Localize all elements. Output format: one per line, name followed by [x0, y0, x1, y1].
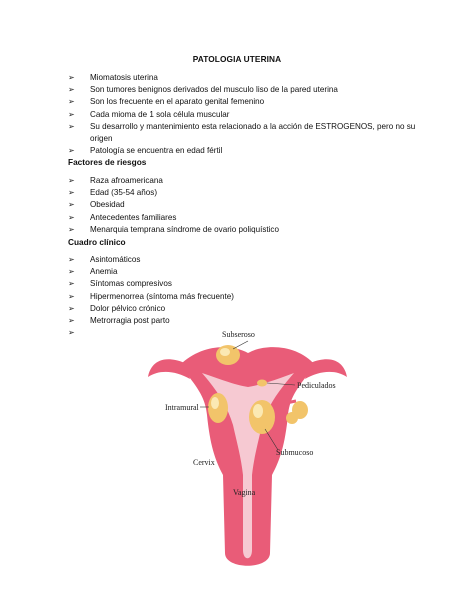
list-item: ➢ Dolor pélvico crónico	[68, 303, 418, 315]
myoma-stalk	[286, 401, 296, 403]
list-item: ➢ Anemia	[68, 266, 418, 278]
myoma-highlight	[211, 397, 219, 409]
uterine-myoma-figure	[140, 325, 355, 595]
list-item: ➢ Asintomáticos	[68, 254, 418, 266]
arrowhead-bullet-icon: ➢	[68, 328, 75, 338]
arrowhead-bullet-icon: ➢	[68, 85, 75, 95]
list-item: ➢ Hipermenorrea (síntoma más frecuente)	[68, 291, 418, 303]
arrowhead-bullet-icon: ➢	[68, 291, 75, 301]
submucous-myoma	[249, 400, 275, 434]
arrowhead-bullet-icon: ➢	[68, 73, 75, 82]
intro-list	[68, 72, 418, 157]
arrowhead-bullet-icon: ➢	[68, 255, 75, 264]
pedunculated-myoma	[286, 412, 298, 424]
list-item: ➢ Raza afroamericana	[68, 175, 418, 187]
myoma-highlight	[253, 404, 263, 418]
label-subseroso: Subseroso	[222, 330, 255, 339]
intramural-myoma	[208, 393, 228, 423]
list-item: ➢ Metrorragia post parto	[68, 315, 418, 327]
arrowhead-bullet-icon: ➢	[68, 200, 75, 210]
arrowhead-bullet-icon: ➢	[68, 267, 75, 277]
arrowhead-bullet-icon: ➢	[68, 121, 75, 131]
small-upper-myoma	[257, 380, 267, 387]
label-intramural: Intramural	[165, 403, 199, 412]
list-item: ➢ Patología se encuentra en edad fértil	[68, 145, 418, 157]
list-item: ➢ Miomatosis uterina	[68, 72, 418, 84]
arrowhead-bullet-icon: ➢	[68, 176, 75, 185]
arrowhead-bullet-icon: ➢	[68, 224, 75, 234]
list-item: ➢ Son los frecuente en el aparato genital femenino	[68, 96, 418, 108]
arrowhead-bullet-icon: ➢	[68, 146, 75, 156]
arrowhead-bullet-icon: ➢	[68, 212, 75, 222]
list-item: ➢ Son tumores benignos derivados del musculo liso de la pared uterina	[68, 84, 418, 96]
arrowhead-bullet-icon: ➢	[68, 188, 75, 198]
arrowhead-bullet-icon: ➢	[68, 316, 75, 326]
arrowhead-bullet-icon: ➢	[68, 279, 75, 289]
list-item: ➢ Cada mioma de 1 sola célula muscular	[68, 109, 418, 121]
list-item: ➢ Antecedentes familiares	[68, 212, 418, 224]
list-item: ➢ Edad (35-54 años)	[68, 187, 418, 199]
list-item: ➢ Su desarrollo y mantenimiento esta relacionado a la acción de ESTROGENOS, pero no su origen	[68, 121, 416, 144]
label-submucoso: Submucoso	[276, 448, 314, 457]
page-title: PATOLOGIA UTERINA	[192, 54, 282, 64]
risk-factors-list	[68, 175, 418, 236]
arrowhead-bullet-icon: ➢	[68, 303, 75, 313]
label-vagina: Vagina	[233, 488, 256, 497]
uterus-diagram	[140, 325, 355, 595]
label-pediculados: Pediculados	[297, 381, 336, 390]
list-item: ➢ Síntomas compresivos	[68, 278, 418, 290]
myoma-highlight	[220, 348, 230, 356]
list-item: ➢ Menarquia temprana síndrome de ovario poliquístico	[68, 224, 418, 236]
arrowhead-bullet-icon: ➢	[68, 109, 75, 119]
clinical-picture-heading: Cuadro clínico	[68, 237, 126, 247]
arrowhead-bullet-icon: ➢	[68, 97, 75, 107]
label-cervix: Cervix	[193, 458, 215, 467]
list-item: ➢ Obesidad	[68, 199, 418, 211]
label-pointer	[233, 341, 248, 349]
risk-factors-heading: Factores de riesgos	[68, 157, 147, 167]
